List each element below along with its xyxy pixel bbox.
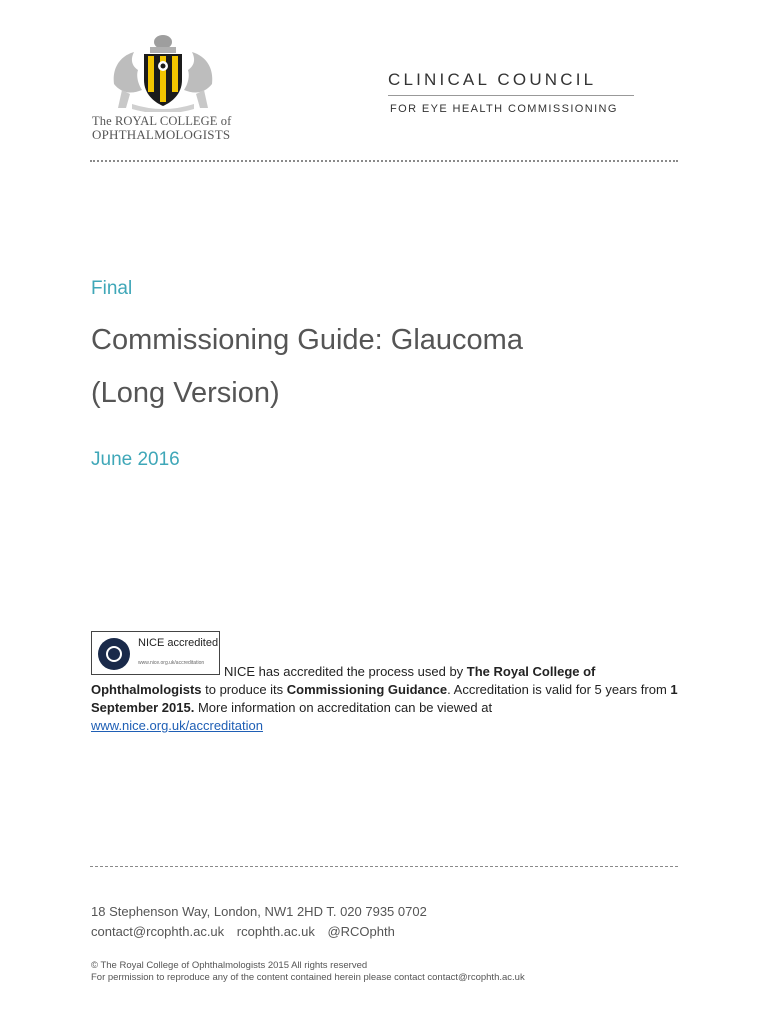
council-divider bbox=[388, 95, 634, 96]
guidance-name: Commissioning Guidance bbox=[286, 682, 448, 697]
rcophth-crest-logo bbox=[108, 34, 218, 112]
footer-contact bbox=[91, 924, 404, 939]
logo-text-line1: The ROYAL COLLEGE of bbox=[92, 114, 232, 128]
org-name: The Royal College of Ophthalmologists bbox=[91, 664, 596, 697]
footer-address: 18 Stephenson Way, London, NW1 2HD T. 020 7935 0702 bbox=[91, 904, 427, 919]
nice-badge-label: NICE accredited bbox=[138, 637, 219, 649]
nice-accreditation-link[interactable]: www.nice.org.uk/accreditation bbox=[91, 718, 263, 733]
footer-copyright: © The Royal College of Ophthalmologists 2015 All rights reserved bbox=[91, 960, 368, 971]
document-status: Final bbox=[91, 278, 133, 299]
header-dotted-divider bbox=[90, 160, 678, 162]
document-title bbox=[91, 314, 523, 420]
footer-email[interactable]: contact@rcophth.ac.uk bbox=[91, 924, 225, 939]
document-title-line2: (Long Version) bbox=[91, 377, 280, 409]
clinical-council-subtitle: FOR EYE HEALTH COMMISSIONING bbox=[390, 103, 618, 115]
logo-text-line2: OPHTHALMOLOGISTS bbox=[92, 127, 231, 142]
footer-dotted-divider bbox=[90, 866, 678, 867]
clinical-council-title: CLINICAL COUNCIL bbox=[388, 70, 597, 89]
document-title-line1: Commissioning Guide: Glaucoma bbox=[91, 324, 523, 356]
footer-twitter[interactable]: @RCOphth bbox=[327, 924, 395, 939]
nice-badge-url: www.nice.org.uk/accreditation bbox=[138, 660, 205, 666]
valid-from-date: 1 September 2015. bbox=[91, 682, 678, 715]
document-date: June 2016 bbox=[91, 449, 180, 470]
footer-permission: For permission to reproduce any of the content contained herein please contact contact@rcophth.ac.uk bbox=[91, 972, 525, 983]
footer-website[interactable]: rcophth.ac.uk bbox=[236, 924, 315, 939]
nice-accreditation-statement: NICE has accredited the process used by The Royal College of Ophthalmologists to produce its Commissioning Guidance. Accreditation is valid for 5 years from 1 September 2015. More information on accreditation can be viewed at www.nice.org.uk/accreditation bbox=[91, 664, 678, 733]
